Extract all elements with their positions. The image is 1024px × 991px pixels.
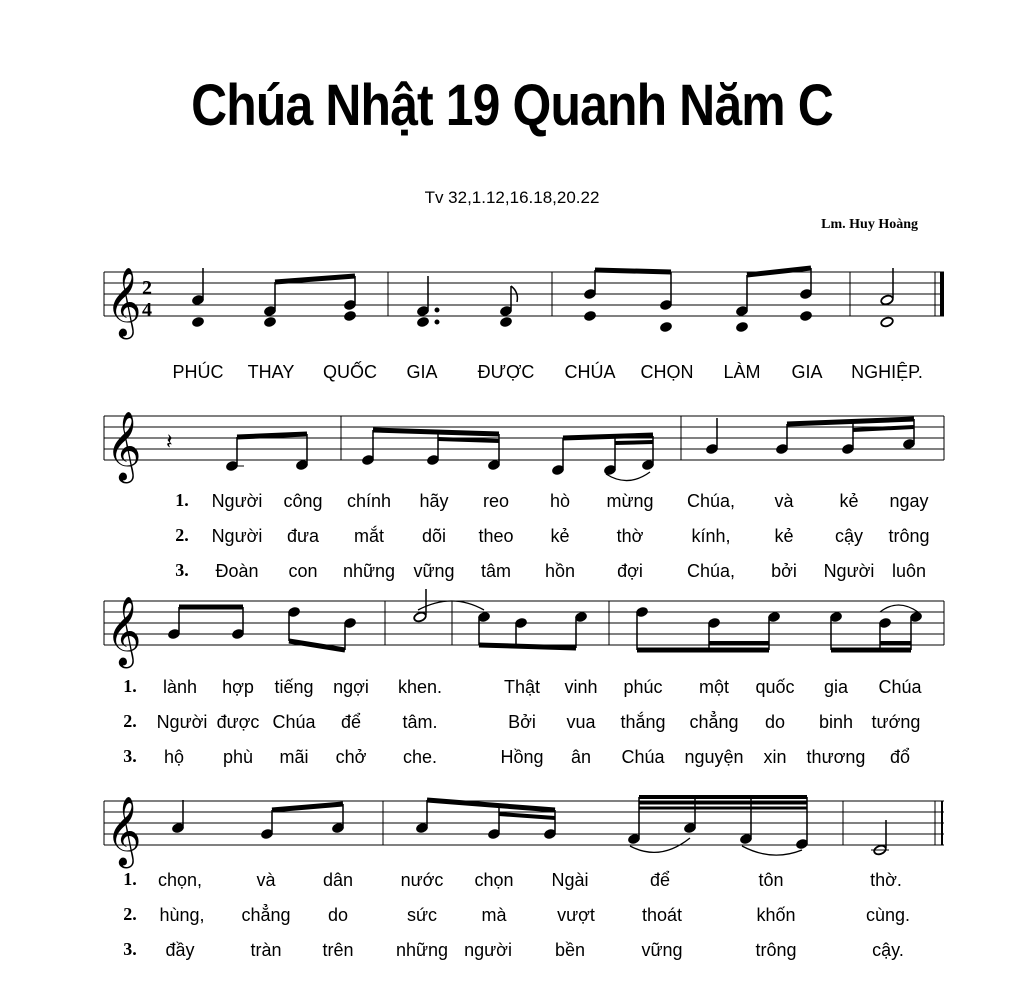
lyric-word: tiếng [274,677,314,697]
lyric-word: do [327,905,349,925]
lyric-word: chọn [474,870,514,890]
lyric-word: vua [566,712,596,732]
composer-credit: Lm. Huy Hoàng [821,217,918,232]
lyric-word: cùng. [865,905,911,925]
lyric-word: Người [211,491,263,511]
lyric-word: con [288,561,318,581]
lyric-word: khen. [397,677,443,697]
lyric-word: đưa [286,526,320,546]
lyric-word: hò [549,491,571,511]
lyric-word: mà [481,905,507,925]
lyric-word: Thật [503,677,541,697]
lyric-word: những [395,940,449,960]
time-sig-top: 2 [142,277,152,299]
lyric-word: trông [755,940,797,960]
lyric-word: PHÚC [172,362,224,382]
staff-1-notes [191,268,894,333]
lyric-word: để [649,870,671,890]
lyric-word: do [764,712,786,732]
lyric-word: Chúa [272,712,316,732]
lyric-word: Chúa, [686,561,736,581]
lyric-word: để [340,712,362,732]
song-title: Chúa Nhật 19 Quanh Năm C [191,73,833,138]
lyric-word: hùng, [159,905,205,925]
lyric-word: kẻ [550,526,570,546]
lyric-word: ân [570,747,592,767]
lyric-word: thờ. [870,870,902,890]
lyric-word: thoát [641,905,683,925]
verse-number: 2. [123,904,137,924]
lyric-word: bền [554,940,586,960]
lyric-word: nguyện [684,747,744,767]
lyric-word: Người [156,712,208,732]
lyric-word: xin [763,747,787,767]
verse-number: 1. [123,869,137,889]
lyric-word: chính [346,491,392,511]
lyric-word: tâm. [402,712,438,732]
lyric-word: một [698,677,730,697]
lyric-word: thờ [616,526,644,546]
lyric-word: vinh [564,677,598,697]
lyric-word: GIA [406,362,438,382]
lyric-word: gia [823,677,849,697]
lyric-word: dân [322,870,354,890]
lyric-word: chọn, [157,870,203,890]
lyric-word: tràn [250,940,282,960]
lyric-word: phúc [623,677,663,697]
lyric-word: bởi [771,561,797,581]
verse-number: 3. [123,939,137,959]
lyric-word: ngợi [333,677,369,697]
lyric-word: dõi [421,526,447,546]
lyric-word: hồn [544,561,576,581]
verse-number: 1. [175,490,189,510]
lyric-word: quốc [755,677,795,697]
treble-clef-icon: 𝄞 [106,411,142,481]
lyric-word: khốn [756,905,796,925]
treble-clef-icon: 𝄞 [106,596,142,666]
verse-number: 1. [123,676,137,696]
lyric-word: chẳng [241,905,291,925]
lyric-word: hộ [163,747,185,767]
lyric-word: mắt [353,526,385,546]
lyric-word: mừng [606,491,654,511]
lyric-word: NGHIỆP. [851,362,923,382]
lyric-word: trên [322,940,354,960]
lyric-word: kính, [691,526,731,546]
lyric-word: THAY [247,362,295,382]
lyric-word: ngay [889,491,929,511]
lyric-word: Người [211,526,263,546]
lyric-word: QUỐC [323,362,377,382]
lyric-word: reo [482,491,510,511]
lyric-word: đổ [889,747,911,767]
time-sig-bottom: 4 [142,299,152,321]
lyric-word: được [216,712,260,732]
lyric-word: vững [641,940,683,960]
lyric-word: nước [400,870,444,890]
lyric-word: che. [402,747,438,767]
lyric-word: Bởi [508,712,536,732]
lyric-word: GIA [791,362,823,382]
lyric-word: công [283,491,323,511]
lyric-word: cậy [834,526,864,546]
lyric-word: chẳng [689,712,739,732]
lyric-word: và [256,870,276,890]
lyric-word: thương [806,747,866,767]
lyric-word: và [774,491,794,511]
lyric-word: mãi [279,747,309,767]
svg-text:𝄽: 𝄽 [166,430,173,455]
verse-number: 3. [123,746,137,766]
treble-clef-icon: 𝄞 [106,267,142,337]
psalm-reference: Tv 32,1.12,16.18,20.22 [424,188,600,207]
lyric-word: hợp [222,677,254,697]
lyric-word: Người [823,561,875,581]
lyric-word: những [342,561,396,581]
lyric-word: lành [162,677,198,697]
verse-number: 3. [175,560,189,580]
treble-clef-icon: 𝄞 [106,796,142,866]
lyric-word: cậy. [872,940,904,960]
lyric-word: người [464,940,512,960]
lyric-word: đầy [165,940,195,960]
lyric-word: Chúa, [686,491,736,511]
lyric-word: LÀM [723,362,761,382]
lyric-word: Đoàn [215,561,259,581]
lyric-word: tướng [871,712,921,732]
lyric-word: tôn [758,870,784,890]
staff-3-notes [167,589,922,650]
lyric-word: Chúa [621,747,665,767]
lyric-word: tâm [480,561,512,581]
lyric-word: Hồng [500,747,544,767]
lyric-word: CHỌN [640,362,694,382]
lyric-word: sức [406,905,438,925]
lyric-word: thắng [620,712,666,732]
lyric-word: Ngài [551,870,589,890]
verse-number: 2. [175,525,189,545]
lyric-word: đợi [617,561,643,581]
lyric-word: theo [478,526,514,546]
verse-number: 2. [123,711,137,731]
lyric-word: kẻ [774,526,794,546]
lyric-word: vững [413,561,455,581]
lyric-word: chở [335,747,367,767]
lyric-word: kẻ [839,491,859,511]
lyric-word: luôn [891,561,927,581]
lyric-word: CHÚA [564,362,616,382]
staff-1 [104,272,944,316]
lyric-word: trông [888,526,930,546]
lyric-word: phù [222,747,254,767]
lyric-word: Chúa [878,677,922,697]
lyric-word: ĐƯỢC [477,362,535,382]
lyric-word: vượt [557,905,595,925]
staff-4-notes [171,797,889,856]
lyric-word: binh [818,712,854,732]
lyric-word: hãy [419,491,449,511]
